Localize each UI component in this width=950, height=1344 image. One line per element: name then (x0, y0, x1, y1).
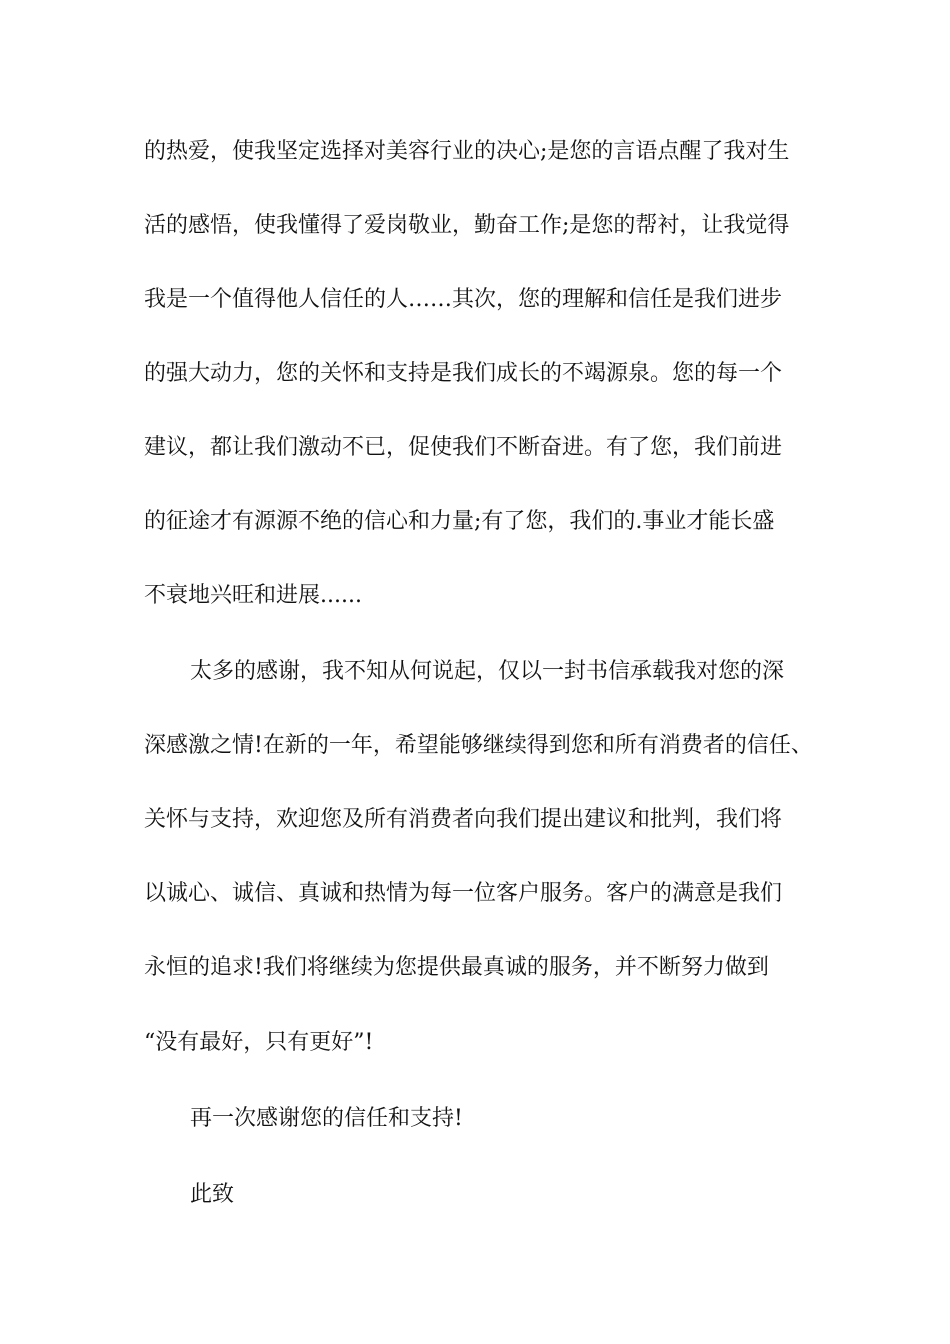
body-text-line: 我是一个值得他人信任的人……其次，您的理解和信任是我们进步 (144, 287, 783, 312)
body-text-line: 建议，都让我们激动不已，促使我们不断奋进。有了您，我们前进 (144, 435, 783, 460)
body-text-line: 活的感悟，使我懂得了爱岗敬业，勤奋工作;是您的帮衬，让我觉得 (144, 213, 790, 238)
body-text-line: 不衰地兴旺和进展...... (144, 583, 362, 608)
closing-salutation: 此致 (190, 1182, 235, 1207)
body-text-line: “没有最好，只有更好”! (144, 1030, 374, 1055)
body-text-line: 永恒的追求!我们将继续为您提供最真诚的服务，并不断努力做到 (144, 955, 769, 980)
thanks-line: 再一次感谢您的信任和支持! (190, 1106, 463, 1131)
body-text-line: 的征途才有源源不绝的信心和力量;有了您，我们的.事业才能长盛 (144, 509, 775, 534)
body-text-line: 的热爱，使我坚定选择对美容行业的决心;是您的言语点醒了我对生 (144, 139, 790, 164)
body-text-line: 太多的感谢，我不知从何说起，仅以一封书信承载我对您的深 (190, 659, 785, 684)
body-text-line: 关怀与支持，欢迎您及所有消费者向我们提出建议和批判，我们将 (144, 807, 783, 832)
body-text-line: 深感激之情!在新的一年，希望能够继续得到您和所有消费者的信任、 (144, 733, 813, 758)
body-text-line: 以诚心、诚信、真诚和热情为每一位客户服务。客户的满意是我们 (144, 881, 783, 906)
body-text-line: 的强大动力，您的关怀和支持是我们成长的不竭源泉。您的每一个 (144, 361, 783, 386)
